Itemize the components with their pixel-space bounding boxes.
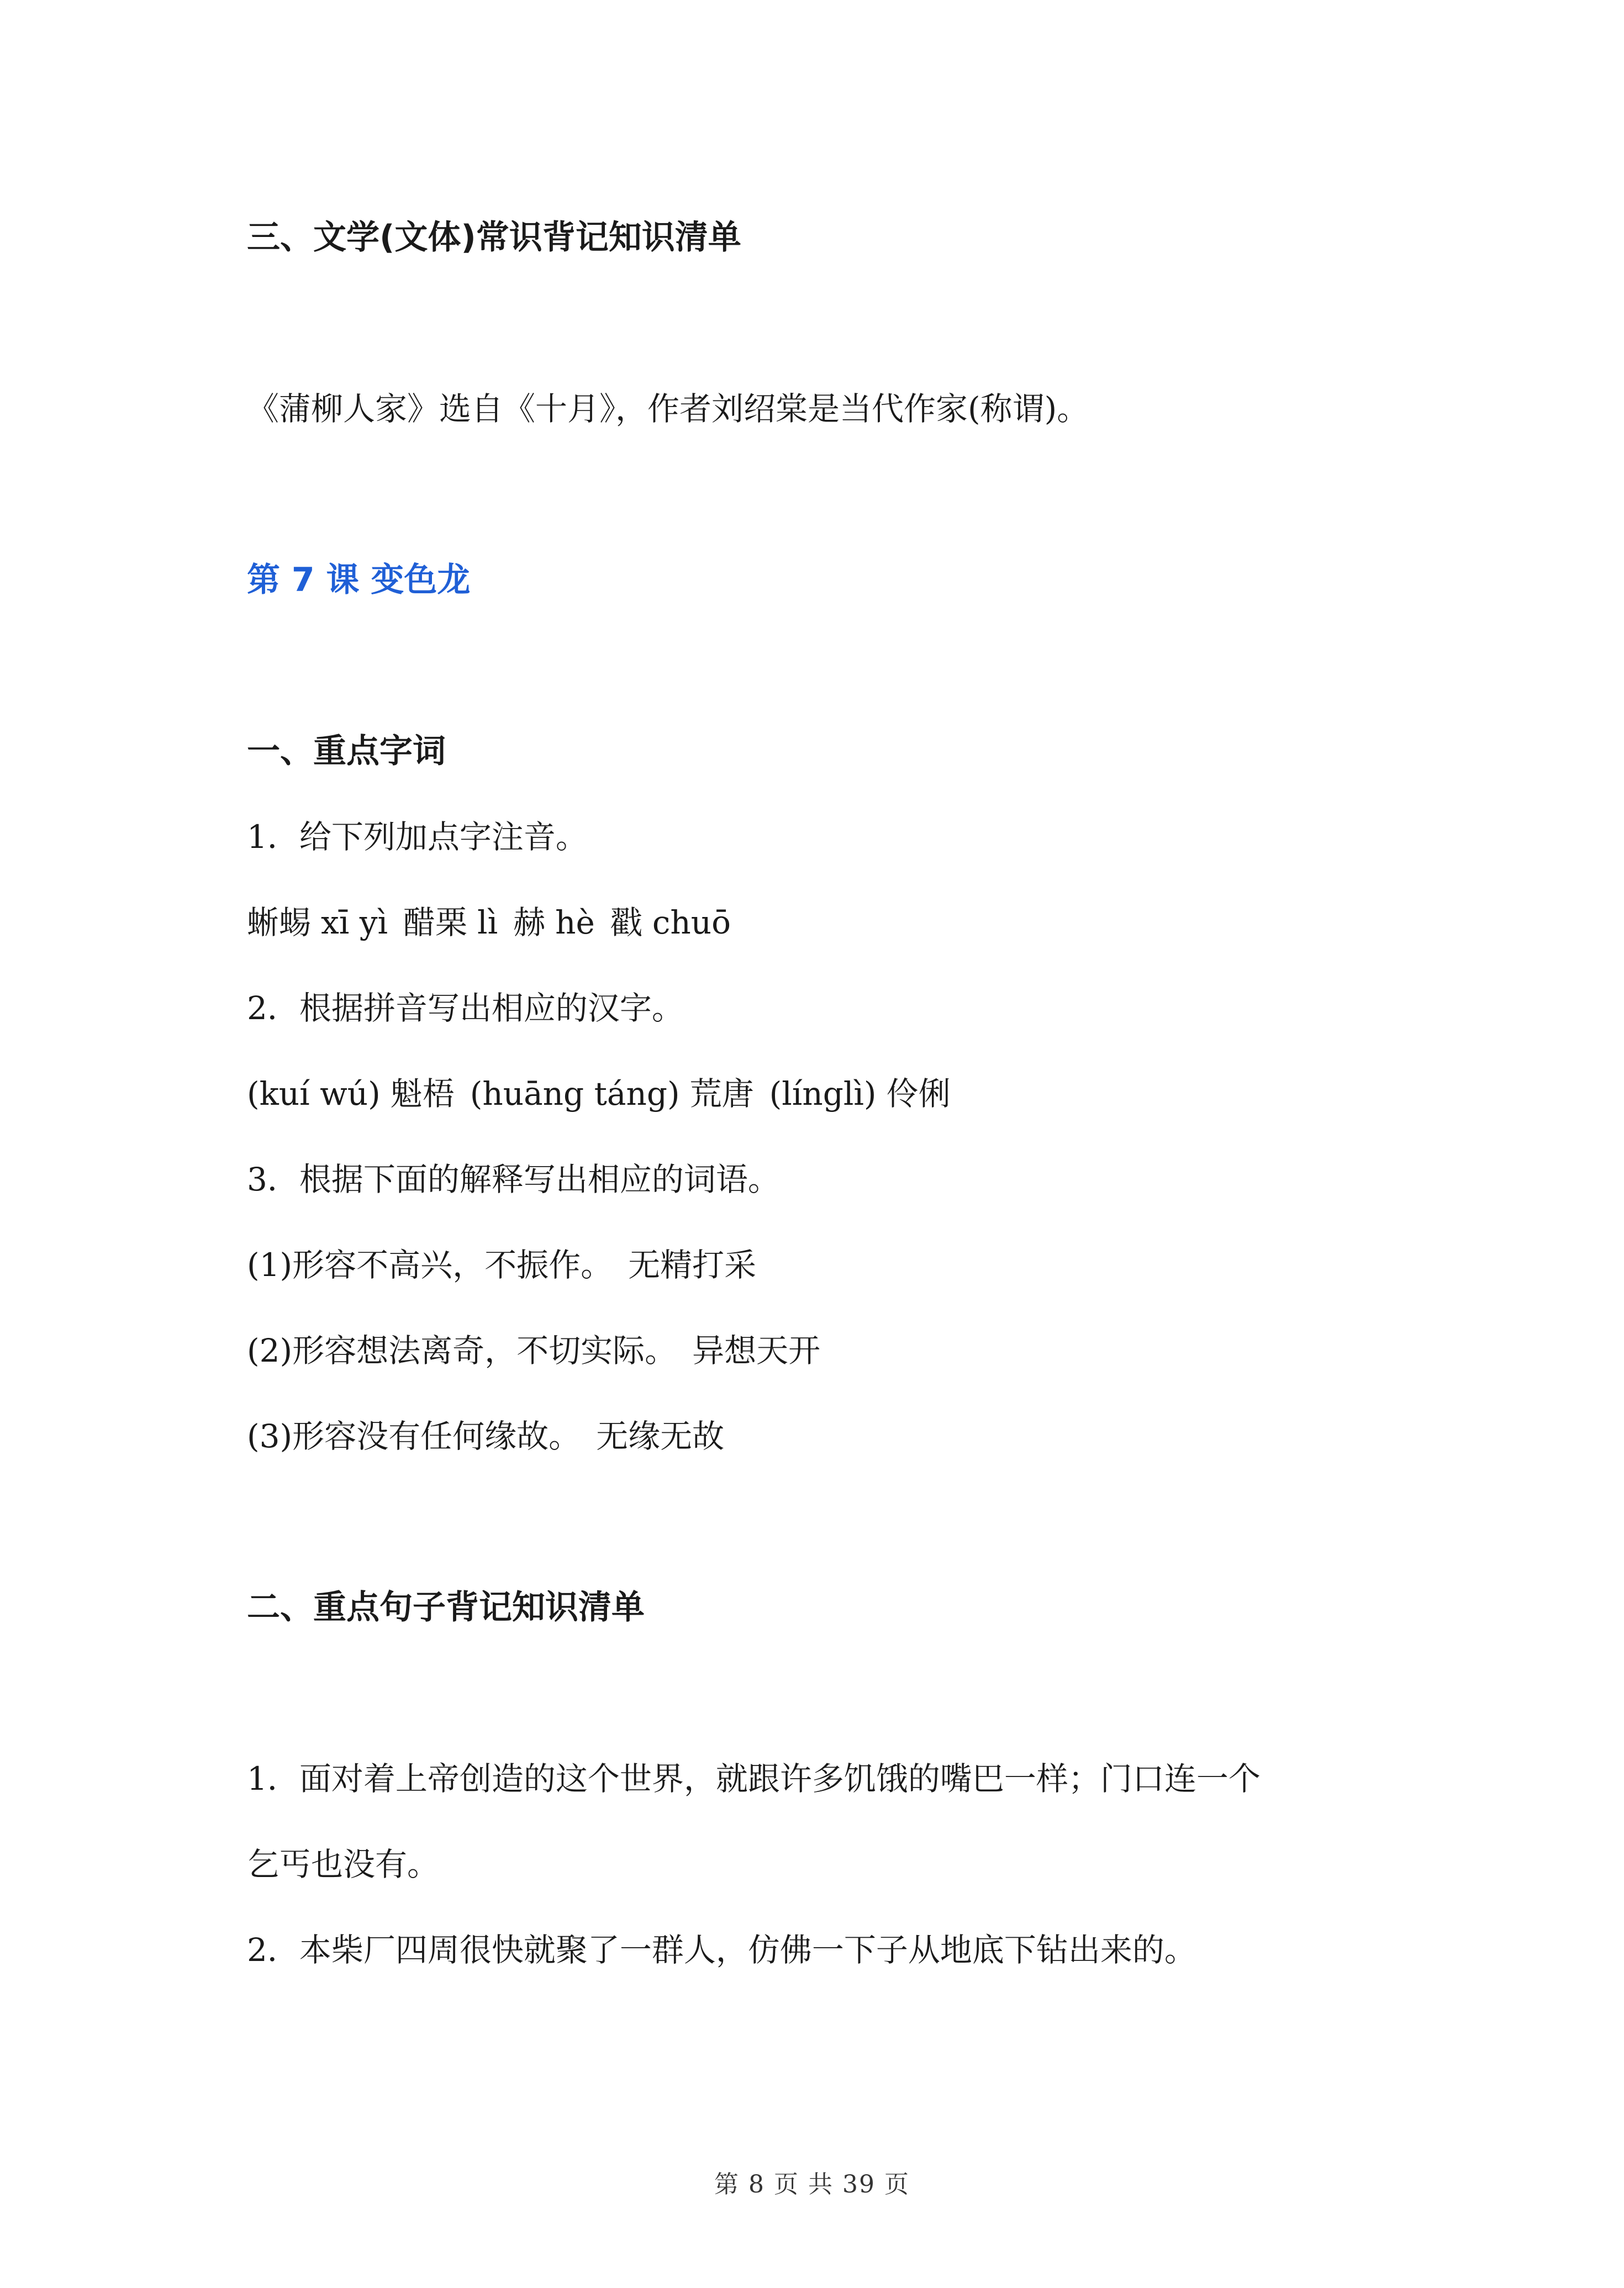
q1-label: 1．给下列加点字注音。 [247,818,588,856]
q1-pinyin-2: lì [477,904,498,941]
q2-pinyin-3: (línglì) [769,1075,877,1113]
q1-word-1: 蜥蜴 [247,904,312,941]
q2-label: 2．根据拼音写出相应的汉字。 [247,989,684,1027]
q2-word-1: 魁梧 [390,1075,455,1113]
sentence-1-line-2: 乞丐也没有。 [247,1846,440,1883]
q3-answer-3: 无缘无故 [596,1417,725,1455]
q1-pinyin-1: xī yì [321,904,388,941]
part1-heading: 一、重点字词 [247,732,446,771]
q2-pinyin-1: (kuí wú) [247,1075,381,1113]
q2-word-3: 伶俐 [886,1075,951,1113]
q1-pinyin-4: chuō [652,904,731,941]
q2-items [247,1072,951,1116]
q2-word-2: 荒唐 [689,1075,754,1113]
section3-heading: 三、文学(文体)常识背记知识清单 [247,218,741,257]
lesson-title: 第 7 课 变色龙 [247,561,471,599]
q2-pinyin-2: (huāng táng) [470,1075,680,1113]
q3-item-2 [247,1328,820,1373]
q1-items [247,900,731,945]
part2-heading: 二、重点句子背记知识清单 [247,1588,645,1627]
q3-answer-2: 异想天开 [692,1332,821,1369]
page-footer: 第 8 页 共 39 页 [714,2170,910,2199]
q1-pinyin-3: hè [555,904,595,941]
sentence-1-line-1: 1．面对着上帝创造的这个世界，就跟许多饥饿的嘴巴一样；门口连一个 [247,1760,1261,1797]
q1-word-3: 赫 [513,904,546,941]
q3-definition-3: (3)形容没有任何缘故。 [247,1417,581,1455]
q3-item-1 [247,1243,756,1287]
q1-word-4: 戳 [610,904,642,941]
q3-definition-2: (2)形容想法离奇，不切实际。 [247,1332,677,1369]
q3-label: 3．根据下面的解释写出相应的词语。 [247,1161,780,1198]
q3-answer-1: 无精打采 [628,1246,757,1284]
sentence-2: 2．本柴厂四周很快就聚了一群人，仿佛一下子从地底下钻出来的。 [247,1931,1196,1969]
q1-word-2: 醋栗 [403,904,468,941]
section3-text: 《蒲柳人家》选自《十月》，作者刘绍棠是当代作家(称谓)。 [247,390,1089,428]
q3-item-3 [247,1414,724,1458]
q3-definition-1: (1)形容不高兴，不振作。 [247,1246,613,1284]
